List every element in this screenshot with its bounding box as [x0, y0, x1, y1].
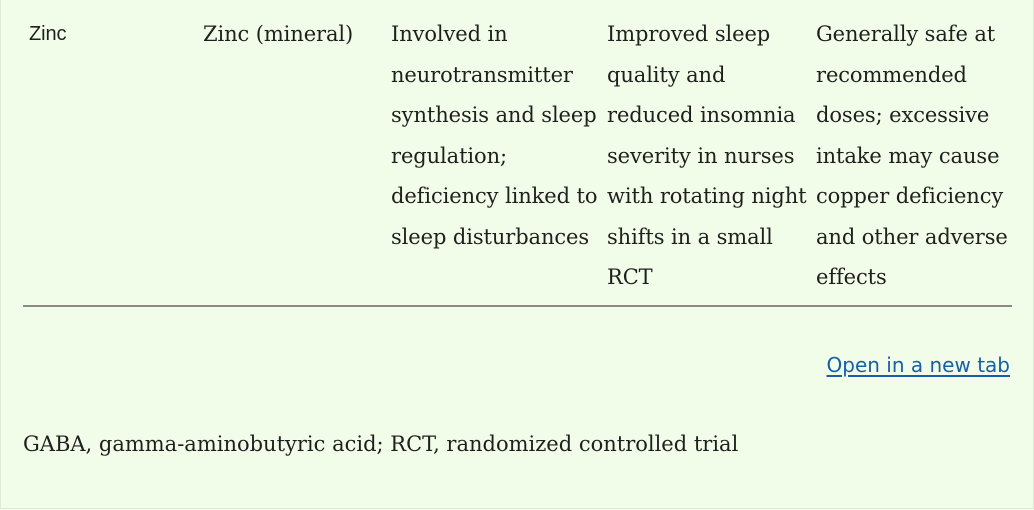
- cell-line: recommended: [816, 62, 967, 87]
- cell-line: Involved in: [391, 22, 508, 46]
- cell-line: RCT: [607, 265, 653, 289]
- cell-line: copper deficiency: [816, 184, 1004, 208]
- table-row: [23, 14, 1012, 305]
- cell-line: effects: [816, 265, 887, 289]
- cell-line: shifts in a small: [607, 224, 773, 249]
- cell-line: reduced insomnia: [607, 103, 796, 127]
- cell-line: quality and: [607, 62, 726, 87]
- cell-line: Generally safe at: [816, 22, 996, 46]
- table-footnote: GABA, gamma-aminobutyric acid; RCT, randomized controlled trial: [23, 432, 739, 456]
- cell-line: doses; excessive: [816, 103, 990, 127]
- cell-text: Zinc: [29, 23, 67, 45]
- cell-line: neurotransmitter: [391, 62, 573, 87]
- supplement-table: [23, 14, 1012, 307]
- cell-supplement: [29, 14, 189, 55]
- cell-line: Improved sleep: [607, 22, 771, 46]
- cell-evidence: [607, 14, 812, 298]
- cell-type: [203, 14, 393, 55]
- cell-line: regulation;: [391, 143, 507, 168]
- cell-line: and other adverse: [816, 224, 1008, 249]
- cell-line: deficiency linked to: [391, 184, 598, 208]
- cell-safety: [816, 14, 1016, 298]
- cell-mechanism: [391, 14, 601, 257]
- cell-text: Zinc (mineral): [203, 22, 354, 46]
- open-in-new-tab-link[interactable]: Open in a new tab: [826, 353, 1010, 377]
- cell-line: intake may cause: [816, 143, 1000, 168]
- cell-line: with rotating night: [607, 184, 807, 208]
- cell-line: synthesis and sleep: [391, 103, 597, 127]
- cell-line: sleep disturbances: [391, 224, 590, 249]
- cell-line: severity in nurses: [607, 143, 795, 168]
